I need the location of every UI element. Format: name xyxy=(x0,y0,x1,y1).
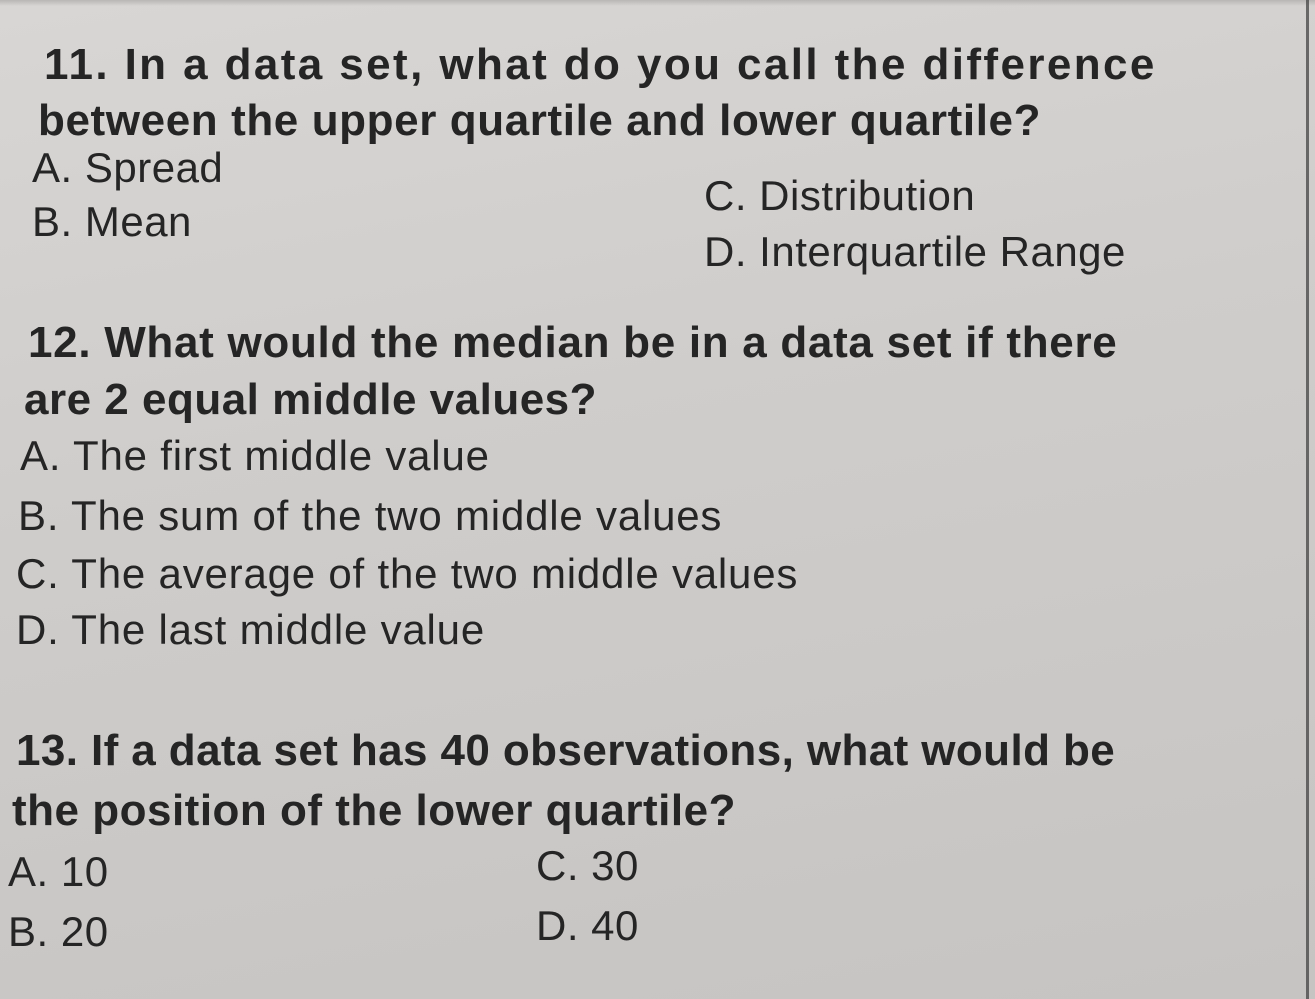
question-11-line-1: 11. In a data set, what do you call the difference xyxy=(44,40,1157,89)
question-11-option-b: B. Mean xyxy=(32,198,192,245)
question-13-option-d: D. 40 xyxy=(536,902,639,949)
question-12-option-c: C. The average of the two middle values xyxy=(16,550,799,597)
question-13-option-c: C. 30 xyxy=(536,842,639,889)
question-11-line-2: between the upper quartile and lower quartile? xyxy=(38,96,1042,145)
page-top-shadow xyxy=(0,0,1315,6)
question-12-option-b: B. The sum of the two middle values xyxy=(18,492,723,539)
question-12-option-d: D. The last middle value xyxy=(16,606,485,653)
paper-edge-line xyxy=(1306,0,1309,999)
question-12-line-2: are 2 equal middle values? xyxy=(24,375,598,424)
question-11-option-a: A. Spread xyxy=(32,144,224,191)
question-12-line-1: 12. What would the median be in a data set if there xyxy=(28,318,1118,367)
question-13-option-b: B. 20 xyxy=(8,908,109,955)
question-13-line-2: the position of the lower quartile? xyxy=(12,786,736,835)
question-11-option-d: D. Interquartile Range xyxy=(704,228,1126,275)
question-13-option-a: A. 10 xyxy=(8,848,109,895)
question-13-line-1: 13. If a data set has 40 observations, what would be xyxy=(16,726,1116,775)
question-11-option-c: C. Distribution xyxy=(704,172,976,219)
question-12-option-a: A. The first middle value xyxy=(20,432,490,479)
